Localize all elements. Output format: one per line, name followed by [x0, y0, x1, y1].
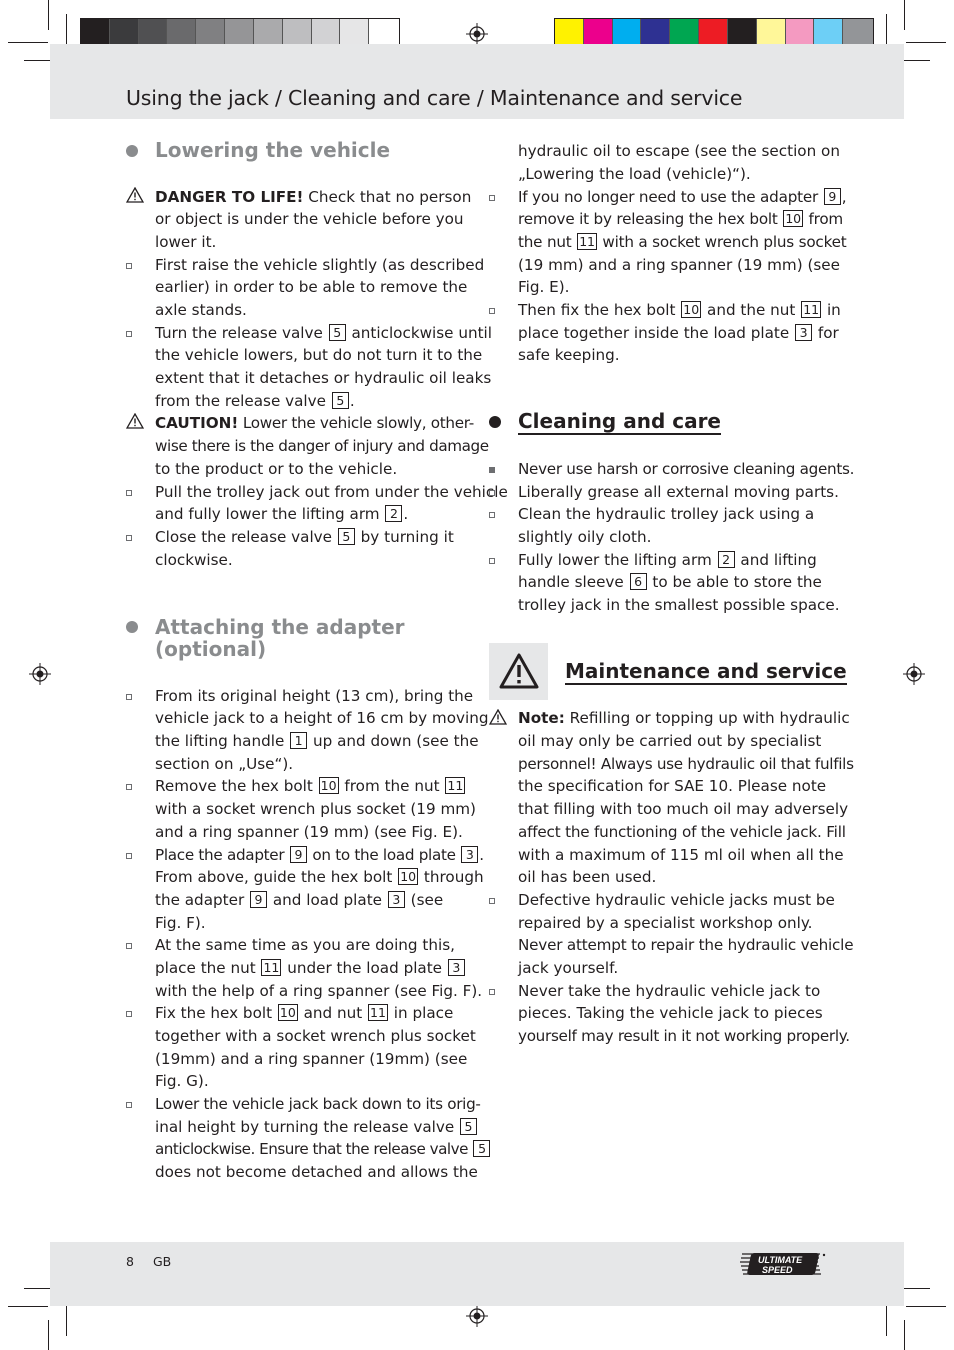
line-text: Close the release valve	[155, 528, 333, 546]
part-number-box: 5	[338, 528, 355, 545]
line-text: and nut	[303, 1004, 363, 1022]
part-number-box: 3	[388, 891, 405, 908]
body-text-line: Never use harsh or corrosive cleaning agents.	[518, 460, 855, 478]
color-swatch	[641, 19, 670, 45]
list-bullet	[126, 1102, 132, 1108]
crop-mark	[48, 0, 49, 30]
list-bullet	[489, 195, 495, 201]
list-bullet	[126, 1011, 132, 1017]
part-number-box: 3	[461, 846, 478, 863]
danger-label: DANGER TO LIFE!	[155, 188, 304, 206]
body-text-line: personnel! Always use hydraulic oil that fulfils	[518, 755, 854, 773]
crop-mark	[886, 14, 887, 44]
body-text-line: wise there is the danger of injury and damage	[155, 437, 489, 455]
grey-swatch	[225, 19, 254, 45]
body-text-line: slightly oily cloth.	[518, 528, 652, 546]
body-text-line: „Lowering the load (vehicle)“).	[518, 165, 751, 183]
part-number-box: 6	[630, 573, 647, 590]
page-title: Using the jack / Cleaning and care / Maintenance and service	[126, 86, 743, 110]
part-number-box: 5	[473, 1140, 490, 1157]
svg-text:SPEED: SPEED	[762, 1265, 793, 1275]
line-text: (see	[410, 891, 444, 909]
body-text-line: trolley jack in the smallest possible space.	[518, 596, 840, 614]
line-text: by turning it	[360, 528, 454, 546]
body-text-line	[155, 845, 484, 865]
color-swatch	[699, 19, 728, 45]
line-text: .	[349, 392, 355, 410]
section-bullet	[126, 145, 138, 157]
grey-swatch	[81, 19, 110, 45]
body-text-line: Never attempt to repair the hydraulic vehicle	[518, 936, 854, 954]
crop-mark	[902, 60, 930, 61]
caution-label: CAUTION!	[155, 414, 239, 432]
body-text-line	[155, 731, 479, 751]
line-text: up and down (see the	[312, 732, 479, 750]
body-text-line: At the same time as you are doing this,	[155, 936, 455, 954]
line-text: Remove the hex bolt	[155, 777, 313, 795]
part-number-box: 9	[824, 188, 841, 205]
part-number-box: 10	[279, 1005, 296, 1020]
body-text-line: Liberally grease all external moving parts.	[518, 483, 839, 501]
body-text-line	[518, 550, 817, 570]
grey-swatch	[110, 19, 139, 45]
line-text: and lifting	[740, 551, 817, 569]
body-text-line	[155, 323, 492, 343]
grey-swatch	[167, 19, 196, 45]
body-text-line	[155, 890, 443, 910]
list-bullet	[126, 263, 132, 269]
body-text-line	[155, 1139, 491, 1159]
list-bullet	[126, 331, 132, 337]
body-text-line: does not become detached and allows the	[155, 1163, 478, 1181]
line-text: in place	[393, 1004, 454, 1022]
list-bullet-filled	[489, 467, 495, 473]
part-number-box: 3	[448, 959, 465, 976]
color-swatch	[670, 19, 699, 45]
line-text: anticlockwise. Ensure that the release valve	[155, 1140, 468, 1158]
body-text-line: (19 mm) and a ring spanner (19 mm) (see	[518, 256, 840, 274]
line-text: for	[817, 324, 839, 342]
grey-swatch	[196, 19, 225, 45]
part-number-box: 10	[320, 778, 337, 793]
crop-mark	[8, 42, 48, 43]
part-number-box: 11	[263, 960, 280, 975]
body-text-line	[155, 867, 484, 887]
part-number-box: 5	[332, 392, 349, 409]
body-text-line	[518, 209, 843, 229]
body-text-line: yourself may result in it not working properly.	[518, 1027, 850, 1045]
line-text: Lower the vehicle slowly, other-	[238, 414, 474, 432]
color-swatch	[728, 19, 757, 45]
line-text: anticlockwise until	[351, 324, 492, 342]
body-text-line: Clean the hydraulic trolley jack using a	[518, 505, 815, 523]
color-swatch	[843, 19, 873, 45]
part-number-box: 9	[290, 846, 307, 863]
line-text: Place the adapter	[155, 846, 285, 864]
color-swatch	[584, 19, 613, 45]
process-color-bar	[554, 18, 874, 46]
registration-mark-icon	[466, 1305, 488, 1327]
body-text-line: pieces. Taking the vehicle jack to pieces	[518, 1004, 823, 1022]
line-text: from	[808, 210, 844, 228]
list-bullet	[489, 308, 495, 314]
line-text: place the nut	[155, 959, 256, 977]
brand-logo	[740, 1250, 828, 1278]
cleaning-heading: Cleaning and care	[518, 409, 721, 433]
body-text-line: hydraulic oil to escape (see the section on	[518, 142, 840, 160]
body-text-line	[155, 1003, 453, 1023]
color-swatch	[555, 19, 584, 45]
body-text-line	[518, 232, 847, 252]
color-swatch	[786, 19, 815, 45]
body-text-line: with the help of a ring spanner (see Fig. F).	[155, 982, 483, 1000]
part-number-box: 2	[718, 551, 735, 568]
warning-triangle-icon	[126, 187, 144, 203]
maintenance-heading: Maintenance and service	[565, 659, 847, 683]
body-text-line: Fig. F).	[155, 914, 206, 932]
warning-icon-box	[489, 643, 548, 700]
body-text-line: or object is under the vehicle before you	[155, 210, 464, 228]
line-text: remove it by releasing the hex bolt	[518, 210, 778, 228]
list-bullet	[126, 784, 132, 790]
svg-text:ULTIMATE: ULTIMATE	[758, 1255, 803, 1265]
grey-swatch	[254, 19, 283, 45]
body-text-line: the vehicle lowers, but do not turn it to the	[155, 346, 483, 364]
crop-mark	[904, 0, 905, 30]
line-text: under the load plate	[287, 959, 443, 977]
line-text: .	[403, 505, 409, 523]
part-number-box: 11	[579, 234, 595, 249]
registration-mark-icon	[466, 23, 488, 45]
body-text-line: earlier) in order to be able to remove the	[155, 278, 468, 296]
crop-mark	[886, 1306, 887, 1336]
crop-mark	[24, 1288, 52, 1289]
body-text-line	[155, 776, 466, 796]
registration-mark-icon	[903, 663, 925, 685]
crop-mark	[66, 14, 67, 44]
list-bullet	[489, 558, 495, 564]
line-text: place together inside the load plate	[518, 324, 790, 342]
warning-triangle-icon	[489, 709, 507, 725]
crop-mark	[48, 1320, 49, 1350]
line-text: the adapter	[155, 891, 245, 909]
line-text: and the nut	[707, 301, 796, 319]
body-text-line	[155, 958, 466, 978]
section-bullet	[126, 621, 138, 633]
crop-mark	[906, 1306, 946, 1307]
line-text: From above, guide the hex bolt	[155, 868, 393, 886]
line-text: ,	[841, 188, 847, 206]
body-text-line	[155, 504, 408, 524]
part-number-box: 5	[460, 1118, 477, 1135]
line-text: and load plate	[272, 891, 383, 909]
note-label: Note:	[518, 709, 565, 727]
registration-mark-icon	[29, 663, 51, 685]
body-text-line	[518, 323, 839, 343]
list-bullet	[126, 535, 132, 541]
list-bullet	[489, 490, 495, 496]
line-text: from the nut	[344, 777, 440, 795]
body-text-line: extent that it detaches or hydraulic oil leaks	[155, 369, 492, 387]
line-text: If you no longer need to use the adapter	[518, 188, 819, 206]
body-text-line: axle stands.	[155, 301, 247, 319]
body-text-line: vehicle jack to a height of 16 cm by moving	[155, 709, 489, 727]
section-bullet	[489, 416, 501, 428]
body-text-line: repaired by a specialist workshop only.	[518, 914, 813, 932]
grey-swatch	[283, 19, 312, 45]
body-text-line: with a socket wrench plus socket (19 mm)	[155, 800, 476, 818]
line-text: in	[826, 301, 841, 319]
body-text-line	[155, 413, 474, 433]
body-text-line: affect the functioning of the vehicle jack. Fill	[518, 823, 846, 841]
body-text-line: (19mm) and a ring spanner (19mm) (see	[155, 1050, 468, 1068]
line-text: and fully lower the lifting arm	[155, 505, 380, 523]
body-text-line: Defective hydraulic vehicle jacks must be	[518, 891, 835, 909]
body-text-line	[155, 187, 471, 207]
line-text: Refilling or topping up with hydraulic	[564, 709, 850, 727]
line-text: the nut	[518, 233, 572, 251]
body-text-line: section on „Use“).	[155, 755, 294, 773]
part-number-box: 11	[370, 1005, 386, 1020]
lowering-heading: Lowering the vehicle	[155, 138, 391, 162]
grey-swatch	[369, 19, 399, 45]
line-text: through	[423, 868, 484, 886]
warning-triangle-icon	[126, 413, 144, 429]
body-text-line: with a maximum of 115 ml oil when all the	[518, 846, 844, 864]
body-text-line	[155, 391, 355, 411]
list-bullet	[126, 694, 132, 700]
line-text: the lifting handle	[155, 732, 285, 750]
crop-mark	[906, 42, 946, 43]
body-text-line: to the product or to the vehicle.	[155, 460, 398, 478]
body-text-line	[155, 527, 454, 547]
grey-color-bar	[80, 18, 400, 46]
line-text: inal height by turning the release valve	[155, 1118, 455, 1136]
body-text-line: and a ring spanner (19 mm) (see Fig. E).	[155, 823, 463, 841]
part-number-box: 5	[329, 324, 346, 341]
color-swatch	[613, 19, 642, 45]
line-text: handle sleeve	[518, 573, 624, 591]
crop-mark	[902, 1288, 930, 1289]
page-number: 8	[126, 1254, 134, 1269]
grey-swatch	[312, 19, 341, 45]
crop-mark	[66, 1306, 67, 1336]
list-bullet	[489, 989, 495, 995]
body-text-line: clockwise.	[155, 551, 233, 569]
crop-mark	[24, 60, 52, 61]
line-text: on to the load plate	[312, 846, 456, 864]
body-text-line: Pull the trolley jack out from under the vehicle	[155, 483, 508, 501]
grey-swatch	[139, 19, 168, 45]
body-text-line: Fig. G).	[155, 1072, 209, 1090]
body-text-line: the specification for SAE 10. Please note	[518, 777, 827, 795]
list-bullet	[489, 512, 495, 518]
line-text: Fully lower the lifting arm	[518, 551, 712, 569]
body-text-line: oil has been used.	[518, 868, 657, 886]
part-number-box: 10	[400, 869, 417, 884]
part-number-box: 2	[385, 505, 402, 522]
grey-swatch	[340, 19, 369, 45]
body-text-line: safe keeping.	[518, 346, 620, 364]
body-text-line: that filling with too much oil may adversely	[518, 800, 849, 818]
crop-mark	[8, 1306, 48, 1307]
body-text-line: lower it.	[155, 233, 217, 251]
body-text-line: Fig. E).	[518, 278, 570, 296]
adapter-heading: Attaching the adapter	[155, 615, 405, 639]
body-text-line: together with a socket wrench plus socket	[155, 1027, 476, 1045]
part-number-box: 3	[795, 324, 812, 341]
part-number-box: 10	[785, 211, 801, 226]
adapter-heading-optional: (optional)	[155, 637, 267, 661]
line-text: to be able to store the	[652, 573, 822, 591]
color-swatch	[814, 19, 843, 45]
body-text-line	[518, 572, 822, 592]
body-text-line: From its original height (13 cm), bring the	[155, 687, 474, 705]
part-number-box: 11	[447, 778, 464, 793]
language-code: GB	[153, 1254, 172, 1269]
body-text-line: First raise the vehicle slightly (as described	[155, 256, 485, 274]
line-text: Then fix the hex bolt	[518, 301, 676, 319]
color-swatch	[757, 19, 786, 45]
line-text: Turn the release valve	[155, 324, 323, 342]
body-text-line	[518, 300, 841, 320]
part-number-box: 11	[803, 302, 820, 317]
body-text-line	[155, 1117, 478, 1137]
body-text-line	[518, 187, 846, 207]
line-text: Check that no person	[303, 188, 472, 206]
line-text: from the release valve	[155, 392, 326, 410]
body-text-line: jack yourself.	[518, 959, 619, 977]
list-bullet	[126, 853, 132, 859]
body-text-line: Never take the hydraulic vehicle jack to	[518, 982, 821, 1000]
body-text-line	[518, 708, 850, 728]
line-text: Fix the hex bolt	[155, 1004, 273, 1022]
list-bullet	[126, 490, 132, 496]
line-text: .	[479, 846, 484, 864]
list-bullet	[126, 943, 132, 949]
crop-mark	[904, 1320, 905, 1350]
line-text: with a socket wrench plus socket	[602, 233, 847, 251]
body-text-line: Lower the vehicle jack back down to its orig-	[155, 1095, 481, 1113]
part-number-box: 10	[683, 302, 700, 317]
list-bullet	[489, 898, 495, 904]
warning-triangle-icon	[499, 653, 539, 689]
part-number-box: 1	[290, 732, 307, 749]
part-number-box: 9	[250, 891, 267, 908]
body-text-line: oil may only be carried out by specialist	[518, 732, 822, 750]
